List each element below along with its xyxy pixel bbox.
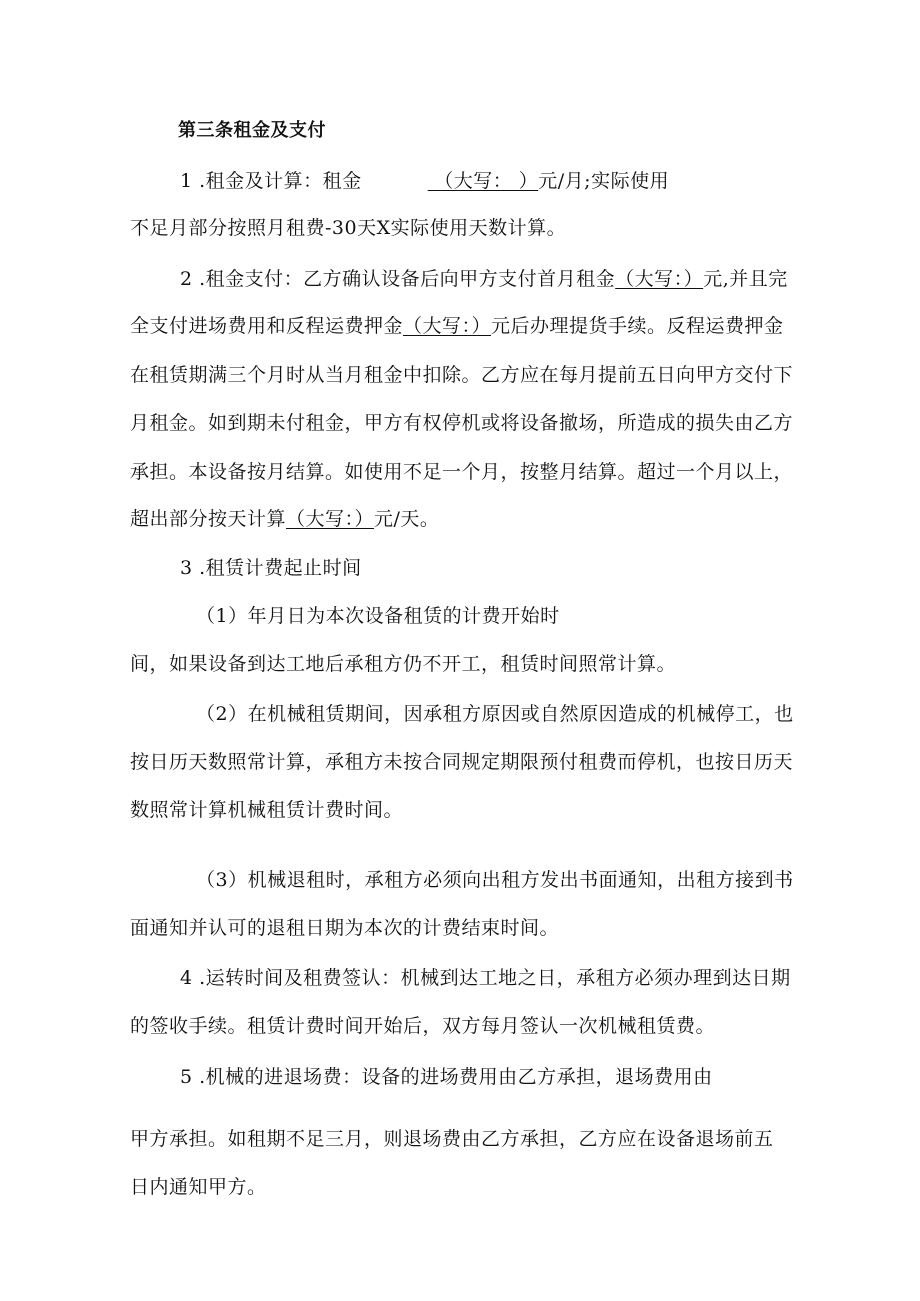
clause-2-deposit-blank: （大写：） [403,315,492,337]
clause-4-line-1: 4 .运转时间及租费签认：机械到达工地之日，承租方必须办理到达日期 [180,967,791,989]
clause-3-heading: 3 .租赁计费起止时间 [180,557,362,579]
clause-3-item-2-line-2: 按日历天数照常计算，承租方未按合同规定期限预付租费而停机，也按日历天 [130,751,794,773]
clause-1-line-2: 不足月部分按照月租费-30天X实际使用天数计算。 [130,217,567,239]
clause-3-item-2-line-3: 数照常计算机械租赁计费时间。 [130,799,404,821]
clause-1-amount-blank: （大写： ） [427,170,539,192]
clause-2-line-6: 超出部分按天计算（大写：）元/天。 [130,508,440,530]
clause-2-line-3: 在租赁期满三个月时从当月租金中扣除。乙方应在每月提前五日向甲方交付下 [130,364,794,386]
clause-3-item-3-line-1: （3）机械退租时，承租方必须向出租方发出书面通知，出租方接到书 [196,869,794,891]
clause-2-line-1: 2 .租金支付：乙方确认设备后向甲方支付首月租金（大写：）元,并且完 [180,268,788,290]
clause-2-first-rent-blank: （大写：） [615,268,704,290]
clause-1-line-1 [180,168,669,194]
clause-2-line-2: 全支付进场费用和反程运费押金（大写：）元后办理提货手续。反程运费押金 [130,315,784,337]
clause-4-line-2: 的签收手续。租赁计费时间开始后，双方每月签认一次机械租赁费。 [130,1015,716,1037]
clause-2-line-5: 承担。本设备按月结算。如使用不足一个月，按整月结算。超过一个月以上， [130,461,794,483]
section-title: 第三条租金及支付 [178,120,326,141]
clause-3-item-3-line-2: 面通知并认可的退租日期为本次的计费结束时间。 [130,917,560,939]
clause-3-item-1-line-1: （1）年月日为本次设备租赁的计费开始时 [196,605,560,627]
clause-3-item-2-line-1: （2）在机械租赁期间，因承租方原因或自然原因造成的机械停工，也 [196,703,794,725]
clause-1-label: 1 .租金及计算：租金 [180,170,362,192]
clause-3-item-1-line-2: 间，如果设备到达工地后承租方仍不开工，租赁时间照常计算。 [130,653,677,675]
clause-2-daily-rate-blank: （大写：） [286,508,375,530]
clause-5-line-2: 甲方承担。如租期不足三月，则退场费由乙方承担，乙方应在设备退场前五 [130,1128,774,1150]
clause-5-line-1: 5 .机械的进退场费：设备的进场费用由乙方承担，退场费用由 [180,1066,713,1088]
clause-5-line-3: 日内通知甲方。 [130,1176,267,1198]
clause-1-unit: 元/月;实际使用 [538,170,670,192]
clause-2-line-4: 月租金。如到期未付租金，甲方有权停机或将设备撤场，所造成的损失由乙方 [130,412,794,434]
